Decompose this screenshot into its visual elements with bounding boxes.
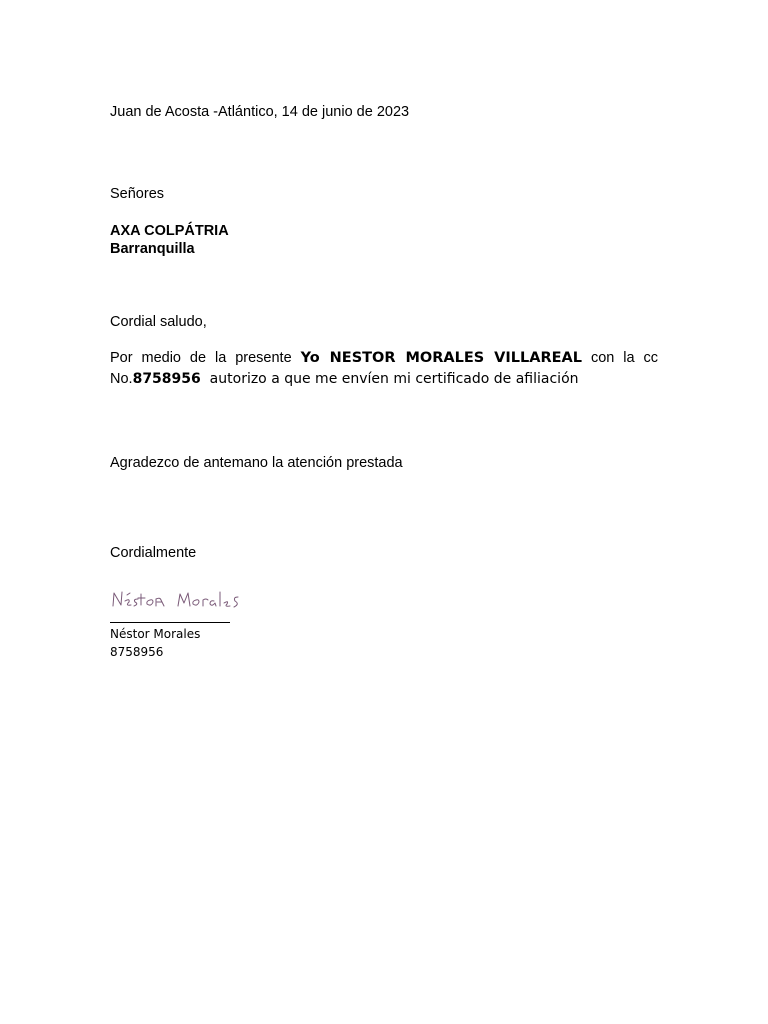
thanks-line: Agradezco de antemano la atención prestada — [110, 455, 403, 471]
handwritten-signature — [110, 584, 250, 614]
place-date: Juan de Acosta -Atlántico, 14 de junio de 2023 — [110, 104, 410, 120]
body-line-1 — [110, 349, 658, 367]
body-id-number: 8758956 — [132, 371, 201, 387]
body-name: Yo NESTOR MORALES VILLAREAL — [300, 350, 583, 366]
body-text-authorize: autorizo a que me envíen mi certificado de afiliación — [200, 371, 579, 387]
salutation-to: Señores — [110, 186, 165, 202]
body-text-cc: con la cc — [582, 350, 658, 366]
greeting: Cordial saludo, — [110, 314, 207, 330]
signature-line — [110, 622, 230, 623]
closing: Cordialmente — [110, 545, 197, 561]
body-text-intro: Por medio de la presente — [110, 350, 301, 366]
recipient-company: AXA COLPÁTRIA — [110, 223, 229, 239]
signer-id: 8758956 — [110, 645, 164, 659]
body-line-2 — [110, 370, 579, 388]
body-text-no: No. — [110, 371, 133, 387]
signer-name: Néstor Morales — [110, 627, 201, 641]
recipient-city: Barranquilla — [110, 241, 195, 257]
